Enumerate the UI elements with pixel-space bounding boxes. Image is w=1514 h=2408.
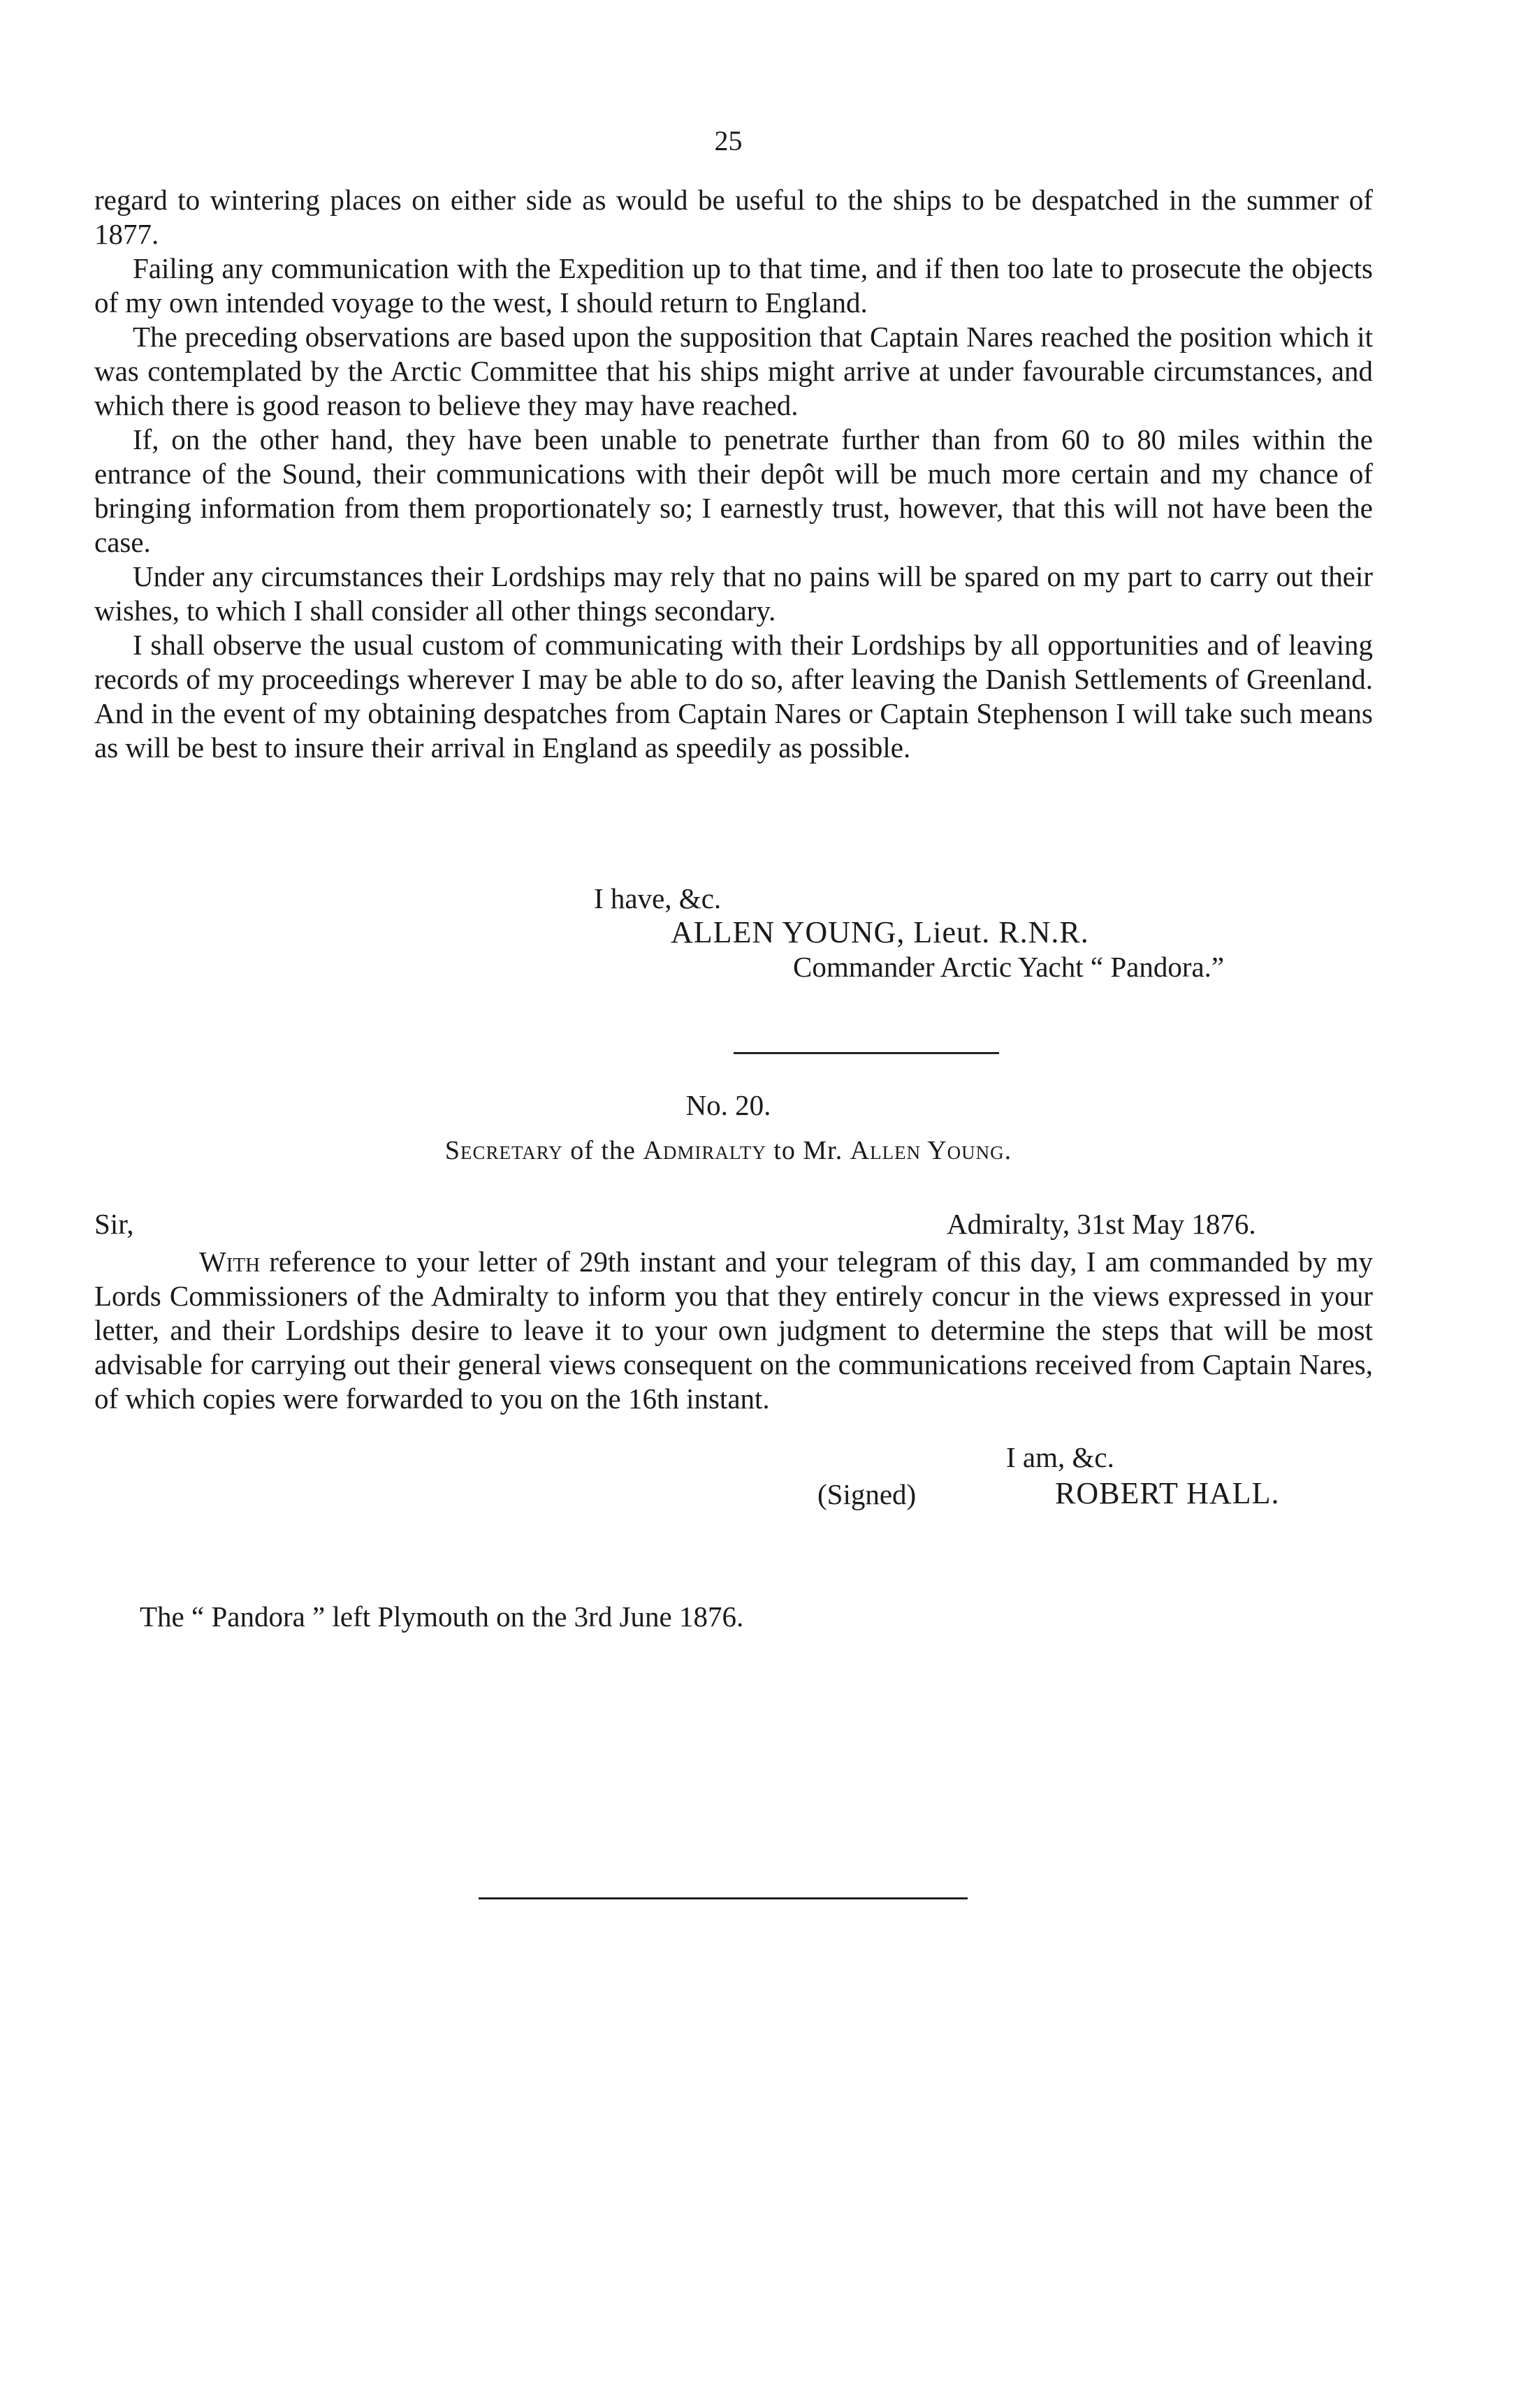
paragraph: I shall observe the usual custom of communicating with their Lordships by all opportunities and of leaving records of my proceedings wherever I may be able to do so, after leaving the Danish Settlements of Greenland. And in the event of my obtaining despatches from Captain Nares or Captain Stephenson I will take such means as will be best to insure their arrival in England as speedily as possible. — [94, 629, 1373, 764]
signed-label: (Signed) — [817, 1478, 917, 1510]
heading-to: to Mr. — [773, 1136, 843, 1165]
paragraph: The preceding observations are based upon the supposition that Captain Nares reached the position which it was contemplated by the Arctic Committee that his ships might arrive at under favourable circumstances, and which there is good reason to believe they may have reached. — [94, 321, 1373, 421]
dateline: Admiralty, 31st May 1876. — [947, 1208, 1256, 1240]
heading-of: of the — [570, 1136, 636, 1165]
letter-body — [94, 1245, 1373, 1416]
signer-name: ROBERT HALL. — [1055, 1476, 1280, 1510]
body-text: reference to your letter of 29th instant and your telegram of this day, I am commanded by my Lords Commissioners of the Admiralty to inform you that they entirely concur in the views expressed in your letter, and their Lordships desire to leave it to your own judgment to determine the steps that will be most advisable for carrying out their general views consequent on the communications received from Captain Nares, of which copies were forwarded to you on the 16th instant. — [94, 1246, 1374, 1415]
signer-title: Commander Arctic Yacht “ Pandora.” — [793, 951, 1225, 983]
page-number: 25 — [714, 125, 743, 156]
footnote: The “ Pandora ” left Plymouth on the 3rd June 1876. — [140, 1600, 744, 1633]
closing-phrase: I have, &c. — [594, 882, 722, 914]
document-heading — [0, 1135, 1457, 1166]
paragraph — [94, 1245, 1373, 1416]
heading-recipient: Allen Young. — [850, 1136, 1012, 1165]
letter-continuation — [94, 183, 1373, 765]
heading-dept: Admiralty — [643, 1136, 766, 1165]
paragraph: Failing any communication with the Expedition up to that time, and if then too late to prosecute the objects of my own intended voyage to the west, I should return to England. — [94, 252, 1373, 319]
salutation: Sir, — [94, 1208, 134, 1240]
document-number: No. 20. — [685, 1089, 771, 1121]
paragraph: If, on the other hand, they have been unable to penetrate further than from 60 to 80 miles within the entrance of the Sound, their communications with their depôt will be much more certain and my chance of bringing information from them proportionately so; I earnestly trust, however, that this will not have been the case. — [94, 423, 1373, 558]
heading-from: Secretary — [444, 1136, 563, 1165]
closing-phrase: I am, &c. — [1006, 1441, 1114, 1473]
opening-word: With — [199, 1246, 261, 1278]
paragraph: regard to wintering places on either side as would be useful to the ships to be despatched in the summer of 1877. — [94, 184, 1373, 250]
end-rule — [479, 1897, 968, 1899]
signer-name: ALLEN YOUNG, Lieut. R.N.R. — [671, 915, 1089, 949]
section-divider — [734, 1052, 999, 1054]
paragraph: Under any circumstances their Lordships may rely that no pains will be spared on my part to carry out their wishes, to which I shall consider all other things secondary. — [94, 560, 1373, 627]
